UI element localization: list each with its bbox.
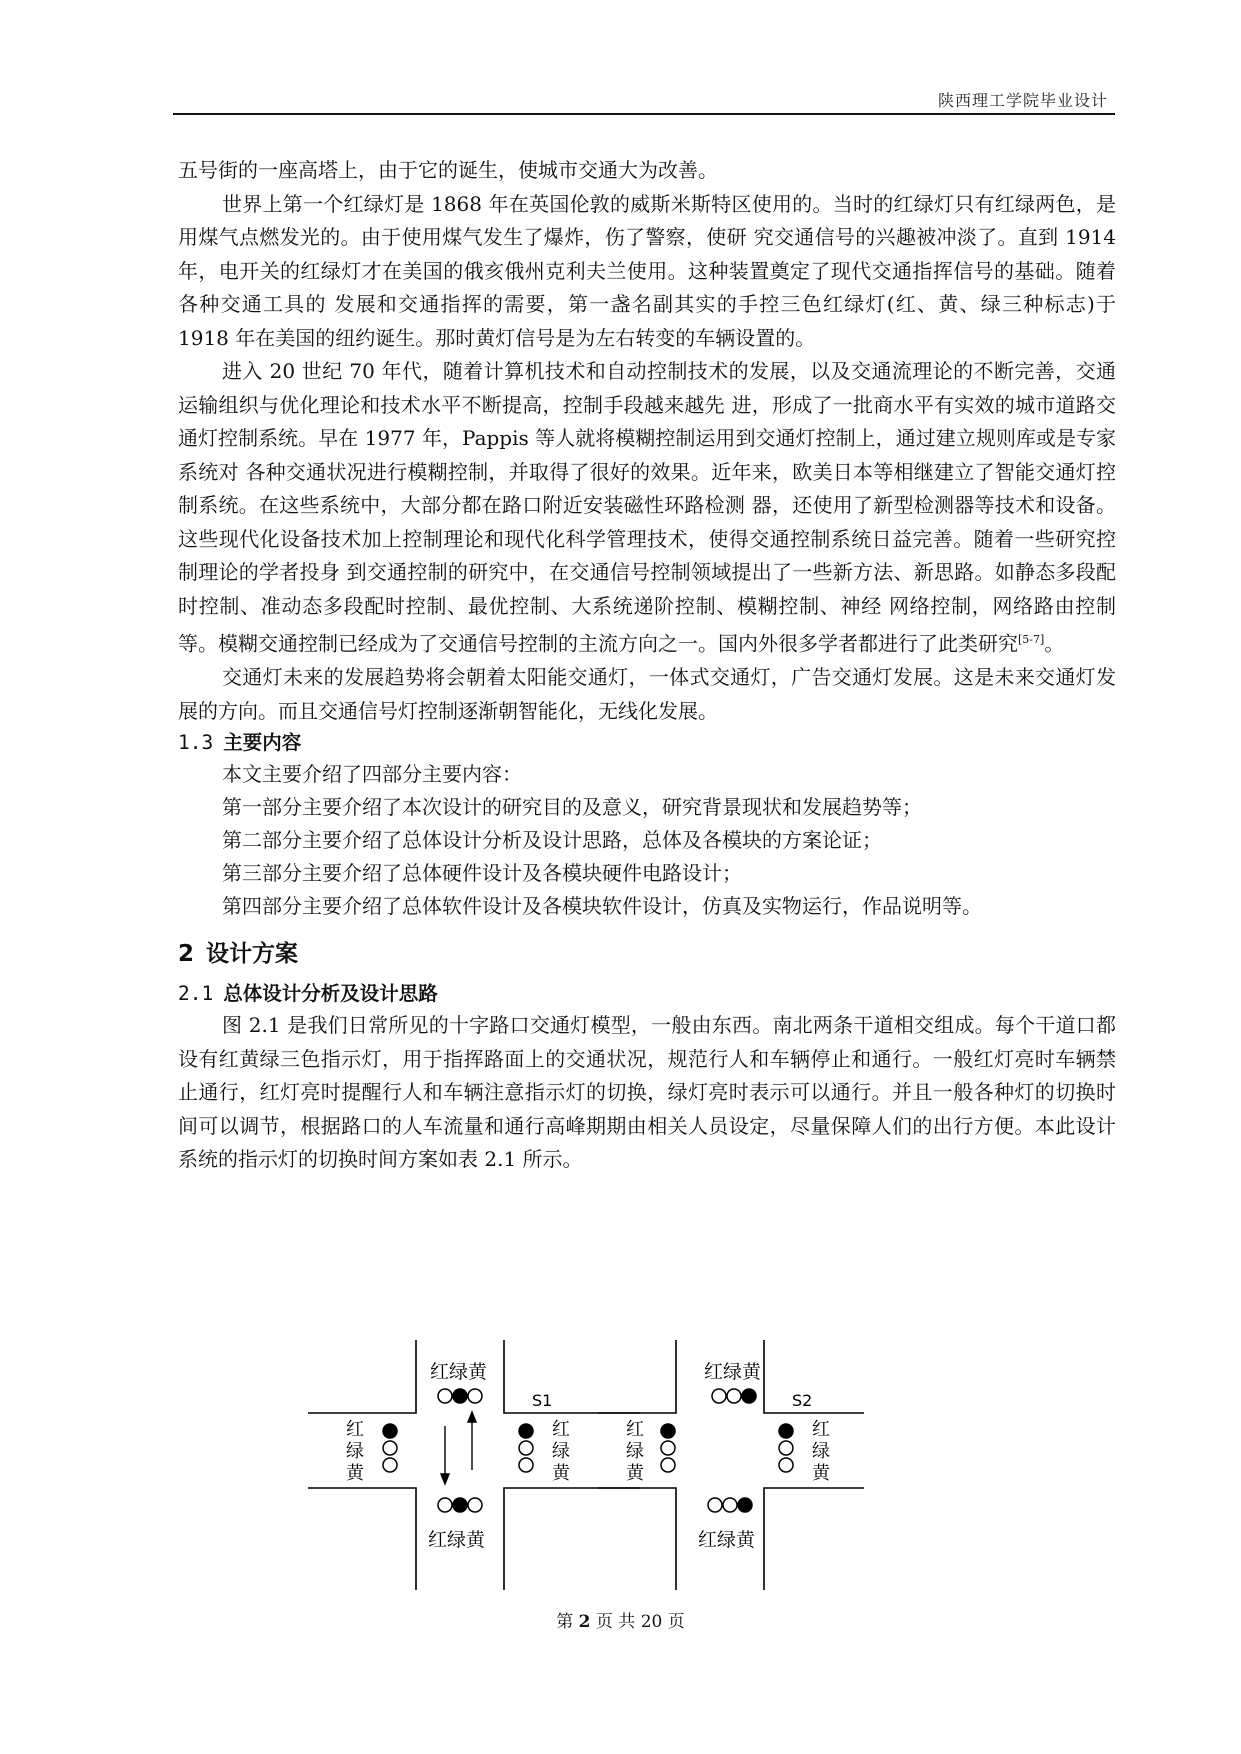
light-bulb [438, 1389, 452, 1403]
light-bulb [661, 1458, 675, 1472]
light-bulb [779, 1458, 793, 1472]
arrow-up [468, 1412, 476, 1470]
section-title: 主要内容 [223, 731, 302, 755]
light-bulb [468, 1498, 482, 1512]
paragraph-end: 。 [1044, 631, 1065, 656]
side-label: 红 [346, 1419, 364, 1440]
light-bulb [738, 1498, 752, 1512]
state-label-s1: S1 [532, 1391, 553, 1410]
light-west [661, 1424, 675, 1472]
chapter-title: 设计方案 [206, 941, 299, 968]
paragraph: 交通灯未来的发展趋势将会朝着太阳能交通灯，一体式交通灯，广告交通灯发展。这是未来交通灯发展的方向。而且交通信号灯控制逐渐朝智能化，无线化发展。 [178, 665, 1116, 723]
list-item: 第四部分主要介绍了总体软件设计及各模块软件设计，仿真及实物运行，作品说明等。 [222, 894, 982, 919]
state-label-s2: S2 [792, 1391, 813, 1410]
footer-total-pages: 20 [640, 1612, 663, 1632]
section-heading-1-3 [178, 728, 1116, 758]
paragraph: 图 2.1 是我们日常所见的十字路口交通灯模型，一般由东西。南北两条干道相交组成。每个干道口都设有红黄绿三色指示灯，用于指挥路面上的交通状况，规范行人和车辆停止和通行。一般红灯亮时车辆禁止通行，红灯亮时提醒行人和车辆注意指示灯的切换，绿灯亮时表示可以通行。并且一般各种灯的切换时间可以调节，根据路口的人车流量和通行高峰期期由相关人员设定，尽量保障人们的出行方便。本此设计系统的指示灯的切换时间方案如表 2.1 所示。 [178, 1013, 1116, 1172]
light-bulb [519, 1441, 533, 1455]
light-bulb [723, 1498, 737, 1512]
light-bulb [708, 1498, 722, 1512]
arrow-head [441, 1474, 449, 1484]
citation: [5-7] [1018, 633, 1045, 646]
light-south [438, 1498, 482, 1512]
footer-suffix: 页 [667, 1612, 685, 1632]
intersection-figure [300, 1340, 960, 1590]
page-footer [0, 1607, 1241, 1632]
header-title: 陕西理工学院毕业设计 [937, 91, 1108, 110]
road-edge [764, 1488, 864, 1590]
light-north [712, 1389, 756, 1403]
light-bulb [742, 1389, 756, 1403]
light-label-north: 红绿黄 [704, 1361, 762, 1383]
light-bulb [438, 1498, 452, 1512]
footer-page-number: 2 [578, 1612, 591, 1632]
light-bulb [712, 1389, 726, 1403]
road-edge [504, 1488, 640, 1590]
side-label: 红 [552, 1419, 570, 1440]
road-edge [308, 1488, 416, 1590]
side-label: 黄 [812, 1463, 830, 1484]
road-edge [598, 1488, 676, 1590]
section-number: 2.1 [178, 982, 214, 1006]
paragraph-text: 进入 20 世纪 70 年代，随着计算机技术和自动控制技术的发展，以及交通流理论的不断完善，交通运输组织与优化理论和技术水平不断提高，控制手段越来越先 进，形成了一批商水平有实效的城市道路交通灯控制系统。早在 1977 年，Pappis 等人就将模糊控制运用到交通灯控制上，通过建立规则库或是专家系统对 各种交通状况进行模糊控制，并取得了很好的效果。近年来，欧美日本等相继建立了智能交通灯控制系统。在这些系统中，大部分都在路口附近安装磁性环路检测 器，还使用了新型检测器等技术和设备。这些现代化设备技术加上控制理论和现代化科学管理技术，使得交通控制系统日益完善。随着一些研究控制理论的学者投身 到交通控制的研究中，在交通信号控制领域提出了一些新方法、新思路。如静态多段配时控制、准动态多段配时控制、最优控制、大系统递阶控制、模糊控制、神经 网络控制，网络路由控制等。模糊交通控制已经成为了交通信号控制的主流方向之一。国内外很多学者都进行了此类研究 [178, 359, 1116, 656]
light-bulb [661, 1424, 675, 1438]
light-bulb [383, 1441, 397, 1455]
light-bulb [383, 1458, 397, 1472]
footer-middle: 页 共 [595, 1612, 636, 1632]
light-bulb [519, 1458, 533, 1472]
light-bulb [383, 1424, 397, 1438]
side-label: 黄 [552, 1463, 570, 1484]
side-label: 绿 [346, 1441, 364, 1462]
light-label-south: 红绿黄 [698, 1529, 756, 1551]
light-bulb [453, 1498, 467, 1512]
arrow-head [468, 1412, 476, 1422]
light-bulb [468, 1389, 482, 1403]
side-label: 红 [812, 1419, 830, 1440]
road-edge [764, 1340, 864, 1413]
paragraph: 世界上第一个红绿灯是 1868 年在英国伦敦的威斯米斯特区使用的。当时的红绿灯只有红绿两色，是用煤气点燃发光的。由于使用煤气发生了爆炸，伤了警察，使研 究交通信号的兴趣被冲淡了。直到 1914 年，电开关的红绿灯才在美国的俄亥俄州克利夫兰使用。这种装置奠定了现代交通指挥信号的基础。随着各种交通工具的 发展和交通指挥的需要，第一盏名副其实的手控三色红绿灯(红、黄、绿三种标志)于 1918 年在美国的纽约诞生。那时黄灯信号是为左右转变的车辆设置的。 [178, 191, 1116, 350]
header-rule [173, 113, 1115, 115]
light-label-north: 红绿黄 [430, 1361, 488, 1383]
footer-prefix: 第 [556, 1612, 574, 1632]
paragraph-with-citation [178, 355, 1116, 661]
road-edge [504, 1340, 640, 1413]
section-number: 1.3 [178, 731, 214, 755]
light-east [779, 1424, 793, 1472]
light-bulb [519, 1424, 533, 1438]
list-intro: 本文主要介绍了四部分主要内容： [222, 762, 522, 787]
road-edge [308, 1340, 416, 1413]
side-label: 绿 [552, 1441, 570, 1462]
light-west [383, 1424, 397, 1472]
chapter-number: 2 [178, 941, 195, 968]
list-item: 第一部分主要介绍了本次设计的研究目的及意义，研究背景现状和发展趋势等； [222, 795, 922, 820]
road-edge [598, 1340, 676, 1413]
paragraph: 五号街的一座高塔上，由于它的诞生，使城市交通大为改善。 [178, 158, 718, 182]
main-text [178, 154, 1116, 1177]
side-label: 红 [626, 1419, 644, 1440]
light-label-south: 红绿黄 [428, 1529, 486, 1551]
light-bulb [727, 1389, 741, 1403]
list-item: 第三部分主要介绍了总体硬件设计及各模块硬件电路设计； [222, 861, 742, 886]
light-bulb [453, 1389, 467, 1403]
intersection-diagram [300, 1340, 960, 1590]
light-south [708, 1498, 752, 1512]
light-bulb [779, 1441, 793, 1455]
light-east [519, 1424, 533, 1472]
side-label: 绿 [812, 1441, 830, 1462]
side-label: 黄 [346, 1463, 364, 1484]
arrow-down [441, 1426, 449, 1484]
light-bulb [779, 1424, 793, 1438]
section-title: 总体设计分析及设计思路 [223, 982, 438, 1006]
side-label: 绿 [626, 1441, 644, 1462]
section-heading-2-1 [178, 979, 1116, 1009]
side-label: 黄 [626, 1463, 644, 1484]
light-bulb [661, 1441, 675, 1455]
list-item: 第二部分主要介绍了总体设计分析及设计思路，总体及各模块的方案论证； [222, 828, 882, 853]
light-north [438, 1389, 482, 1403]
chapter-heading-2 [178, 937, 1116, 971]
